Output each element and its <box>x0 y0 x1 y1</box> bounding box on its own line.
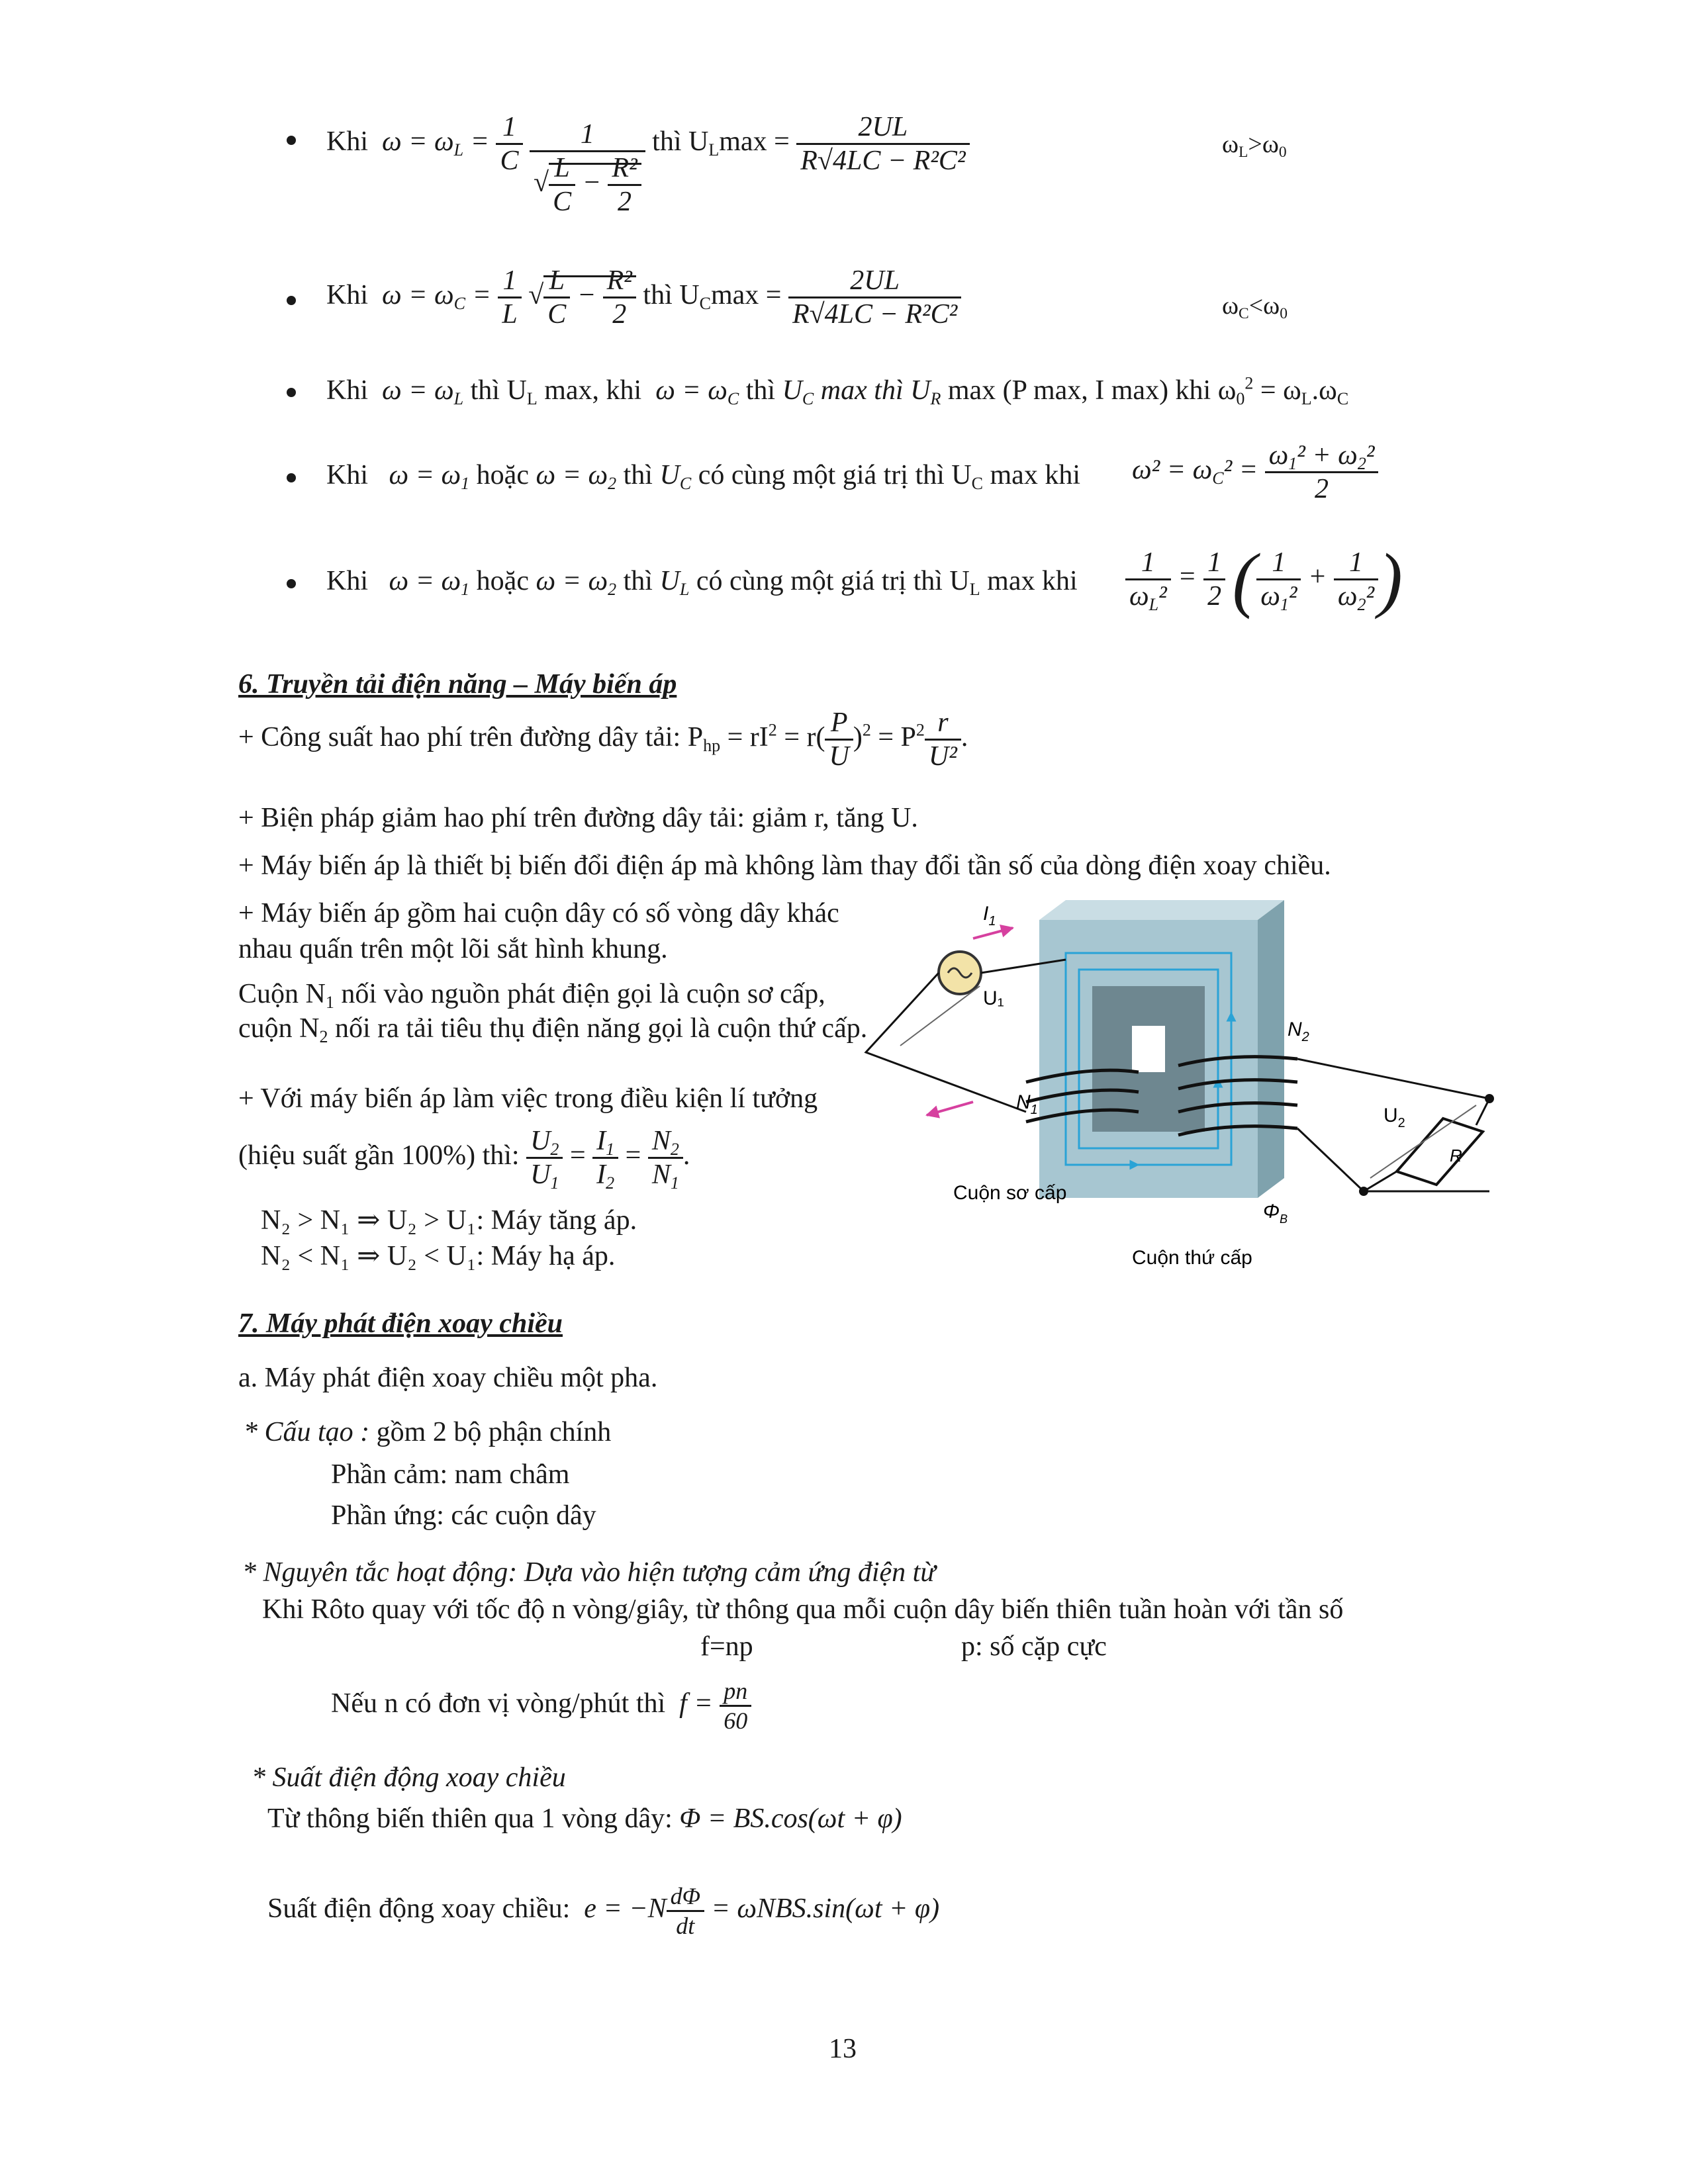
emf-heading: * Suất điện động xoay chiều <box>252 1762 566 1793</box>
u1-dimension-line <box>900 986 980 1046</box>
core-side-face <box>1258 900 1284 1198</box>
pole-pairs-label: p: số cặp cực <box>961 1631 1107 1662</box>
step-down-line: N₂ < N₁ ⇒ U₂ < U₁: Máy hạ áp. <box>261 1241 616 1271</box>
label-u1: U₁ <box>983 987 1004 1009</box>
formula-omega-L-inverse: $\frac{1}{\omega_L^2}$ = $\frac{1}{2}$ ( $\frac{1}{\omega_1^2}$ + $\frac{1}{\omega_2^2}$ ) <box>1125 543 1403 615</box>
transformer-diagram <box>861 893 1496 1277</box>
core-top-face <box>1039 900 1284 920</box>
formula-omega-C: Khi $\omega = \omega_C$ = $\frac{1}{L}$ √ $\frac{L}{C}$ − $\frac{\text{R²}}{2}$ thì $U_C\max$ = $\frac{2UL}{\text{R√4LC − R²C²}}$ <box>326 265 961 330</box>
transformer-figure <box>861 893 1496 1277</box>
bullet-dot <box>287 388 296 397</box>
structure-line: * Cấu tạo : gồm 2 bộ phận chính <box>244 1417 612 1447</box>
single-phase-line: a. Máy phát điện xoay chiều một pha. <box>238 1363 658 1393</box>
ideal-condition-line: + Với máy biến áp làm việc trong điều kiện lí tưởng <box>238 1083 818 1114</box>
section-6-heading: 6. Truyền tải điện năng – Máy biến áp <box>238 669 677 700</box>
bullet-text-4: Khi $\omega = \omega_1$ hoặc $\omega = \omega_2$ thì $U_C$ có cùng một giá trị thì $U_C$ max khi <box>326 460 1080 493</box>
current-arrow-n1 <box>927 1102 973 1115</box>
secondary-wire <box>1297 1059 1489 1099</box>
bullet-dot <box>287 136 296 145</box>
label-n1: $N_1$ <box>1016 1091 1038 1117</box>
note-omegaL-gt-omega0: $\omega_L>\omega_0$ <box>1222 130 1287 161</box>
stator-line: Phần cảm: nam châm <box>331 1459 570 1490</box>
label-u2: $U_2$ <box>1383 1105 1405 1130</box>
label-primary-coil: Cuộn sơ cấp <box>953 1182 1067 1204</box>
bullet-dot <box>287 296 296 305</box>
primary-coil-line: Cuộn $N_1$ nối vào nguồn phát điện gọi là cuộn sơ cấp, <box>238 979 825 1012</box>
transformer-desc-1: + Máy biến áp gồm hai cuộn dây có số vòng dây khác <box>238 898 839 929</box>
flux-line: Từ thông biến thiên qua 1 vòng dây: Φ = BS.cos(ωt + φ) <box>267 1803 902 1834</box>
step-up-line: N₂ > N₁ ⇒ U₂ > U₁: Máy tăng áp. <box>261 1205 637 1236</box>
rotor-coil-line: Phần ứng: các cuộn dây <box>331 1500 596 1531</box>
secondary-coil-line: cuộn $N_2$ nối ra tải tiêu thụ điện năng gọi là cuộn thứ cấp. <box>238 1013 868 1046</box>
core-window-hole <box>1132 1026 1165 1072</box>
secondary-wire <box>1476 1099 1489 1125</box>
bullet-dot <box>287 579 296 588</box>
reduce-loss-line: + Biện pháp giảm hao phí trên đường dây tải: giảm r, tăng U. <box>238 803 918 833</box>
power-loss-line: + Công suất hao phí trên đường dây tải: $P_{hp} = rI^2 = r$( $\frac{P}{U}$ )$^2 = P^2$ $\frac{r}{\text{U²}}$ . <box>238 707 968 772</box>
bullet-text-5: Khi $\omega = \omega_1$ hoặc $\omega = \omega_2$ thì $U_L$ có cùng một giá trị thì $U_L$ max khi <box>326 566 1078 599</box>
rpm-formula-line: Nếu n có đơn vị vòng/phút thì f = $\frac{pn}{60}$ <box>331 1677 751 1735</box>
transformer-desc-2: nhau quấn trên một lõi sắt hình khung. <box>238 934 668 964</box>
bullet-dot <box>287 473 296 482</box>
label-phi: $\Phi_B$ <box>1263 1201 1288 1226</box>
transformer-def-line: + Máy biến áp là thiết bị biến đổi điện áp mà không làm thay đổi tần số của dòng điện xoay chiều. <box>238 850 1331 881</box>
section-7-heading: 7. Máy phát điện xoay chiều <box>238 1308 563 1339</box>
current-arrow-i1 <box>973 928 1013 938</box>
bullet-text-3: Khi $\omega = \omega_L$ thì $U_L$ max, khi $\omega = \omega_C$ thì $U_C$ max thì $U_R$ max (P max, I max) khi $\omega_0^2 = \omega_L.\omega_C$ <box>326 373 1349 408</box>
note-omegaC-lt-omega0: $\omega_C<\omega_0$ <box>1222 292 1288 323</box>
label-r: R <box>1450 1146 1462 1165</box>
label-i1: $I_1$ <box>983 903 996 929</box>
label-secondary-coil: Cuộn thứ cấp <box>1132 1247 1252 1269</box>
principle-line: * Nguyên tắc hoạt động: Dựa vào hiện tượng cảm ứng điện từ <box>242 1557 936 1588</box>
label-n2: $N_2$ <box>1288 1019 1309 1044</box>
page-number: 13 <box>829 2034 857 2064</box>
formula-omega-L: Khi $\omega = \omega_L$ = $\frac{1}{C}$ 1 √ $\frac{L}{C}$ − $\frac{\text{R²}}{2}$ thì $U_L\max$ = $\frac{2UL}{\text{R√4LC − R²C²}}$ <box>326 111 970 218</box>
formula-omega-C-squared: $\omega^2 = \omega_C^2$ = $\frac{\omega_1^2 + \omega_2^2}{2}$ <box>1132 439 1378 505</box>
emf-formula-line: Suất điện động xoay chiều: e = −N $\frac{d\Phi}{dt}$ = ωNBS.sin(ωt + φ) <box>267 1883 940 1939</box>
rotor-speed-line: Khi Rôto quay với tốc độ n vòng/giây, từ thông qua mỗi cuộn dây biến thiên tuần hoàn với tần số <box>262 1594 1344 1625</box>
frequency-formula: f=np <box>700 1631 753 1662</box>
secondary-wire <box>1364 1171 1397 1191</box>
ratio-formula-line: (hiệu suất gần 100%) thì: $\frac{U_2}{U_1}$ = $\frac{I_1}{I_2}$ = $\frac{N_2}{N_1}$ . <box>238 1126 690 1193</box>
